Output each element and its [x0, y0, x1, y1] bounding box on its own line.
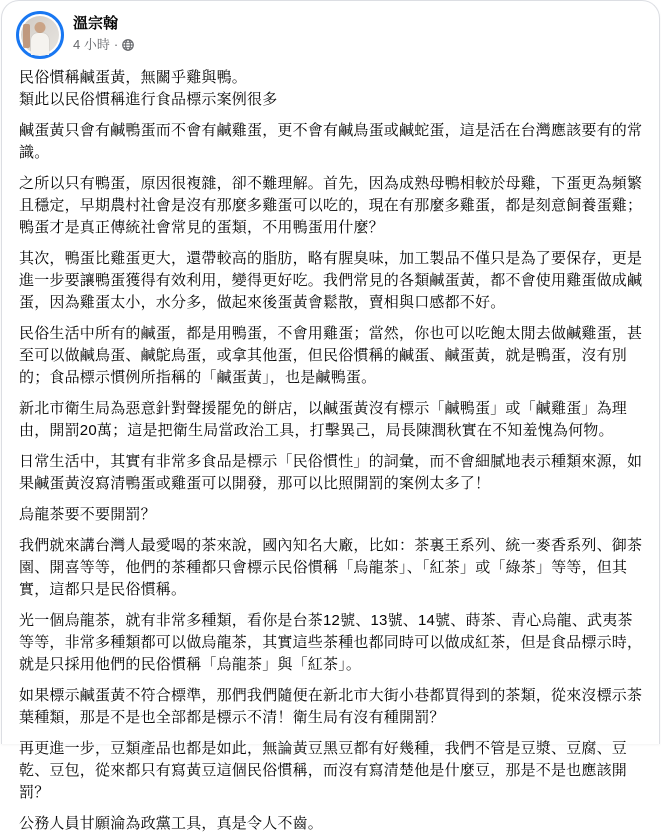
post-paragraph: 光一個烏龍茶，就有非常多種類，看你是台茶12號、13號、14號、蒔茶、青心烏龍、武夷茶等等，非常多種類都可以做烏龍茶，其實這些茶種也都同時可以做成紅茶，但是食品標示時，就是只採用他們的民俗慣稱「烏龍茶」與「紅茶」。	[19, 612, 643, 673]
post-paragraph: 日常生活中，其實有非常多食品是標示「民俗慣性」的詞彙，而不會細膩地表示種類來源，如果鹹蛋黃沒寫清鴨蛋或雞蛋可以開發，那可以比照開罰的案例太多了！	[19, 453, 643, 492]
post-paragraph: 再更進一步，豆類產品也都是如此，無論黃豆黑豆都有好幾種，我們不管是豆漿、豆腐、豆乾、豆包，從來都只有寫黃豆這個民俗慣稱，而沒有寫清楚他是什麼豆，那是不是也應該開罰？	[19, 740, 628, 801]
post-paragraph: 我們就來講台灣人最愛喝的茶來說，國內知名大廠，比如：茶裏王系列、統一麥香系列、御茶園、開喜等等，他們的茶種都只會標示民俗慣稱「烏龍茶」、「紅茶」或「綠茶」等等，但其實，這都只是民俗慣稱。	[19, 537, 643, 598]
post-header	[2, 1, 659, 59]
post-text	[2, 59, 659, 835]
avatar-photo-detail	[23, 24, 30, 48]
post-card	[1, 0, 660, 832]
post-paragraph: 如果標示鹹蛋黃不符合標準，那們我們隨便在新北市大街小巷都買得到的茶類，從來沒標示茶葉種類，那是不是也全部都是標示不清！衛生局有沒有種開罰？	[19, 687, 643, 726]
post-paragraph: 鹹蛋黃只會有鹹鴨蛋而不會有鹹雞蛋，更不會有鹹鳥蛋或鹹蛇蛋，這是活在台灣應該要有的常識。	[19, 122, 643, 161]
post-paragraph: 其次，鴨蛋比雞蛋更大，還帶較高的脂肪，略有腥臭味，加工製品不僅只是為了要保存，更是進一步要讓鴨蛋獲得有效利用，變得更好吃。我們常見的各類鹹蛋黃，都不會使用雞蛋做成鹹蛋，因為雞蛋太小，水分多，做起來後蛋黃會鬆散，賣相與口感都不好。	[19, 250, 643, 311]
post-paragraph: 公務人員甘願淪為政黨工具，真是令人不齒。	[19, 815, 324, 832]
post-timestamp[interactable]: 4 小時	[73, 37, 110, 52]
avatar-person-body	[31, 33, 49, 55]
avatar-photo	[21, 16, 59, 54]
meta-separator: ·	[113, 37, 119, 52]
avatar-person-head	[35, 22, 46, 33]
header-meta	[73, 11, 134, 53]
post-paragraph: 民俗慣稱鹹蛋黃，無關乎雞與鴨。 類此以民俗慣稱進行食品標示案例很多	[19, 69, 278, 108]
author-name[interactable]: 溫宗翰	[73, 15, 119, 32]
avatar[interactable]	[16, 11, 64, 59]
post-paragraph: 之所以只有鴨蛋，原因很複雜，卻不難理解。首先，因為成熟母鴨相較於母雞，下蛋更為頻繁且穩定，早期農村社會是沒有那麼多雞蛋可以吃的，現在有那麼多雞蛋，都是刻意飼養蛋雞；鴨蛋才是真正傳統社會常見的蛋類，不用鴨蛋用什麼？	[19, 175, 643, 236]
post-paragraph: 新北市衛生局為惡意針對聲援罷免的餅店，以鹹蛋黃沒有標示「鹹鴨蛋」或「鹹雞蛋」為理由，開罰20萬；這是把衛生局當政治工具，打擊異己，局長陳潤秋實在不知羞愧為何物。	[19, 400, 628, 439]
post-meta-row	[73, 36, 134, 53]
post-paragraph: 烏龍茶要不要開罰？	[19, 506, 156, 523]
globe-public-icon	[122, 39, 134, 51]
post-paragraph: 民俗生活中所有的鹹蛋，都是用鴨蛋，不會用雞蛋；當然，你也可以吃飽太閒去做鹹雞蛋，甚至可以做鹹鳥蛋、鹹鴕鳥蛋，或拿其他蛋，但民俗慣稱的鹹蛋、鹹蛋黃，就是鴨蛋，沒有別的；食品標示慣例所指稱的「鹹蛋黃」，也是鹹鴨蛋。	[19, 325, 643, 386]
